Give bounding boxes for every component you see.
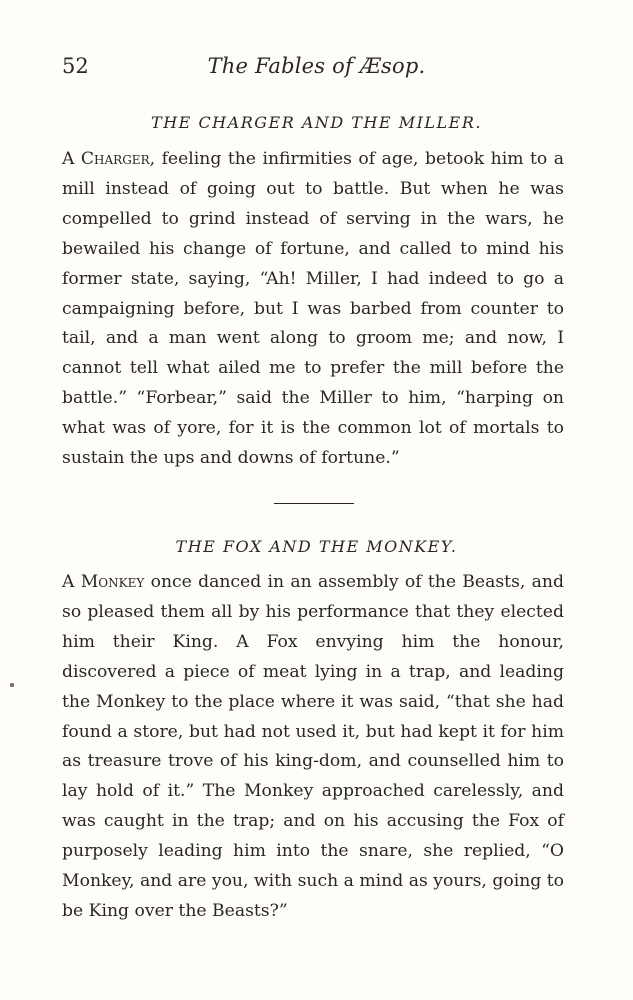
fable-body-charger-miller — [62, 145, 564, 474]
fable-title-charger-miller: THE CHARGER AND THE MILLER. — [151, 113, 482, 132]
section-divider-rule — [274, 503, 354, 504]
fable-opening-words: A Charger, — [62, 149, 156, 169]
fable-text: feeling the infirmities of age, betook him to a mill instead of going out to battle. But when he was compelled to grind instead of serving in the wars, he bewailed his change of fortune, and called to mind his former state, saying, “Ah! Miller, I had indeed to go a campaigning before, but I was barbed from counter to tail, and a man went along to groom me; and now, I cannot tell what ailed me to prefer the mill before the battle.” “Forbear,” said the Miller to him, “harping on what was of yore, for it is the common lot of mortals to sustain the ups and downs of fortune.” — [62, 149, 564, 469]
fable-title-fox-monkey: THE FOX AND THE MONKEY. — [175, 537, 458, 556]
fable-body-fox-monkey — [62, 568, 564, 927]
fable-text: once danced in an assembly of the Beasts, and so pleased them all by his performance that they elected him their King. A Fox envying him the honour, discovered a piece of meat lying in a trap, and leading the Monkey to the place where it was said, “that she had found a store, but had not used it, but had kept it for him as treasure trove of his king-dom, and counselled him to lay hold of it.” The Monkey approached carelessly, and was caught in the trap; and on his accusing the Fox of purposely leading him into the snare, she replied, “O Monkey, and are you, with such a mind as yours, going to be King over the Beasts?” — [62, 572, 564, 921]
page-number: 52 — [62, 54, 89, 78]
fable-opening-words: A Monkey — [62, 572, 145, 592]
page-edge-mark — [10, 683, 14, 687]
running-head: The Fables of Æsop. — [207, 54, 426, 78]
